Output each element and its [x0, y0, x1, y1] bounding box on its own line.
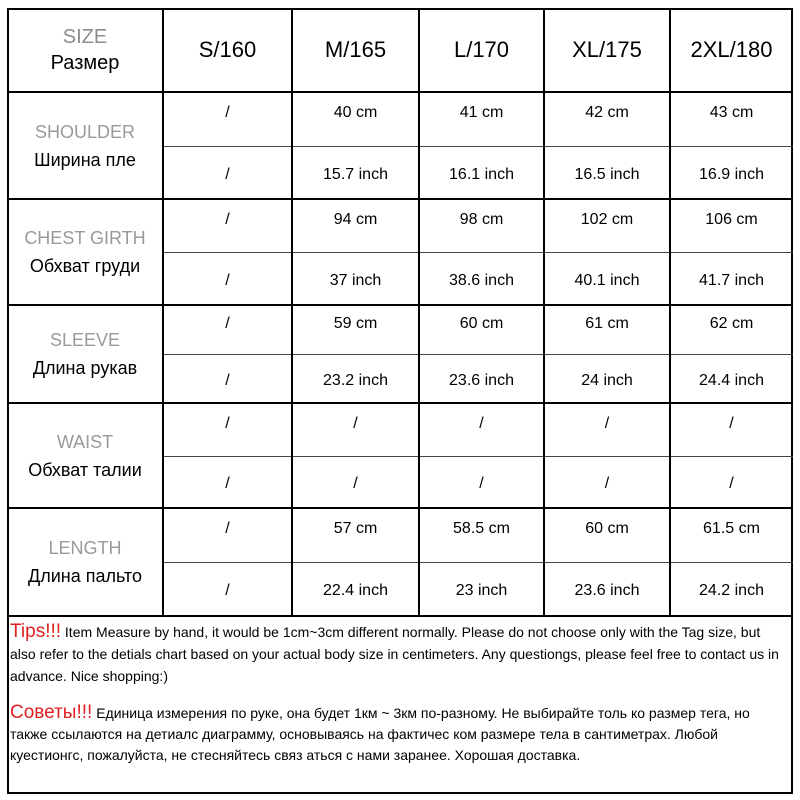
cell-cm: /	[729, 414, 734, 432]
cell-cm: 59 cm	[333, 314, 378, 332]
row-label-ru: Длина пальто	[28, 566, 142, 586]
cell-inch: /	[225, 371, 230, 389]
sub-row-divider	[163, 252, 793, 253]
cell-inch: 15.7 inch	[323, 165, 388, 183]
cell-cm: 57 cm	[333, 520, 378, 537]
size-header-1: M/165	[324, 37, 387, 62]
sub-row-divider	[163, 354, 793, 355]
row-divider	[7, 304, 793, 306]
cell-cm: 58.5 cm	[453, 520, 510, 537]
size-header-0: S/160	[198, 37, 257, 62]
cell-inch: 37 inch	[329, 271, 382, 289]
cell-cm: /	[225, 104, 230, 121]
column-divider	[669, 8, 671, 616]
cell-cm: 62 cm	[709, 314, 754, 332]
column-divider	[543, 8, 545, 616]
row-divider	[7, 402, 793, 404]
row-label-1	[7, 199, 163, 305]
row-label-en: SLEEVE	[49, 330, 121, 350]
tips-en-heading: Tips!!!	[10, 621, 62, 642]
sub-row-divider	[163, 456, 793, 457]
cell-cm: /	[353, 414, 358, 432]
size-header-2: L/170	[453, 37, 510, 62]
size-chart-table	[7, 8, 793, 616]
cell-inch: 38.6 inch	[449, 271, 514, 289]
row-label-ru: Обхват груди	[29, 256, 141, 276]
cell-inch: 24 inch	[581, 371, 633, 389]
cell-inch: /	[225, 582, 230, 599]
cell-inch: 41.7 inch	[699, 271, 764, 289]
cell-inch: /	[225, 475, 230, 492]
cell-inch: 24.4 inch	[699, 371, 764, 389]
cell-inch: /	[225, 165, 230, 183]
cell-inch: /	[479, 475, 484, 492]
cell-inch: 23 inch	[455, 582, 508, 599]
row-label-4	[7, 508, 163, 616]
cell-cm: 41 cm	[459, 104, 504, 121]
cell-cm: /	[604, 414, 610, 432]
size-header-3: XL/175	[572, 37, 642, 62]
cell-cm: /	[479, 414, 484, 432]
row-label-en: SHOULDER	[34, 121, 136, 142]
tips-ru	[10, 702, 788, 766]
cell-cm: 43 cm	[709, 104, 754, 121]
cell-inch: 16.1 inch	[449, 165, 514, 183]
row-label-2	[7, 305, 163, 403]
row-label-ru: Ширина пле	[34, 149, 136, 170]
row-label-0	[7, 92, 163, 199]
cell-inch: /	[225, 271, 230, 289]
cell-cm: /	[225, 314, 230, 332]
cell-cm: 106 cm	[705, 210, 758, 228]
tips-en-text: Item Measure by hand, it would be 1cm~3cm different normally. Please do not choose only with the Tag size, but also refer to the detials chart based on your actual body size in centimeters. Any questiongs, please feel free to contact us in advance. Nice shopping:)	[10, 624, 779, 684]
size-label-en: SIZE	[62, 26, 108, 48]
cell-inch: 23.6 inch	[574, 582, 640, 599]
sub-row-divider	[163, 146, 793, 147]
row-divider	[7, 615, 793, 617]
cell-inch: /	[353, 475, 358, 492]
cell-inch: 16.9 inch	[699, 165, 764, 183]
cell-cm: 60 cm	[585, 520, 629, 537]
row-divider	[7, 507, 793, 509]
row-divider	[7, 198, 793, 200]
cell-cm: 42 cm	[585, 104, 629, 121]
size-label-ru: Размер	[50, 52, 120, 74]
cell-cm: 61 cm	[585, 314, 629, 332]
tips-ru-text: Единица измерения по руке, она будет 1км ~ 3км по-разному. Не выбирайте толь ко размер тега, но также ссылаются на детиалс диаграмму, основываясь на фактичес ком размере тела в сантиметрах. Любой куестионгс, пожалуйста, не стесняйтесь связ аться с нами заранее. Хорошая доставка.	[10, 705, 750, 763]
size-header-4: 2XL/180	[690, 37, 773, 62]
cell-inch: /	[729, 475, 734, 492]
cell-cm: /	[225, 520, 230, 537]
row-label-en: WAIST	[56, 431, 114, 452]
cell-inch: 22.4 inch	[323, 582, 388, 599]
column-divider	[162, 8, 164, 616]
cell-cm: /	[225, 414, 230, 432]
row-divider	[7, 91, 793, 93]
cell-inch: 40.1 inch	[574, 271, 640, 289]
cell-inch: 16.5 inch	[574, 165, 640, 183]
cell-cm: 61.5 cm	[703, 520, 760, 537]
cell-inch: 24.2 inch	[699, 582, 764, 599]
cell-cm: 60 cm	[459, 314, 504, 332]
cell-cm: 40 cm	[333, 104, 378, 121]
column-divider	[418, 8, 420, 616]
row-label-ru: Длина рукав	[32, 358, 138, 378]
cell-cm: /	[225, 210, 230, 228]
cell-inch: /	[604, 475, 610, 492]
sub-row-divider	[163, 562, 793, 563]
cell-cm: 94 cm	[333, 210, 378, 228]
tips-en	[10, 621, 788, 687]
row-label-en: CHEST GIRTH	[24, 228, 146, 248]
row-label-ru: Обхват талии	[28, 459, 142, 480]
cell-inch: 23.6 inch	[449, 371, 514, 389]
cell-cm: 98 cm	[459, 210, 504, 228]
column-divider	[291, 8, 293, 616]
cell-cm: 102 cm	[580, 210, 634, 228]
row-label-en: LENGTH	[48, 538, 122, 558]
cell-inch: 23.2 inch	[323, 371, 388, 389]
row-label-3	[7, 403, 163, 508]
header-corner	[7, 8, 163, 92]
tips-ru-heading: Советы!!!	[10, 702, 93, 723]
